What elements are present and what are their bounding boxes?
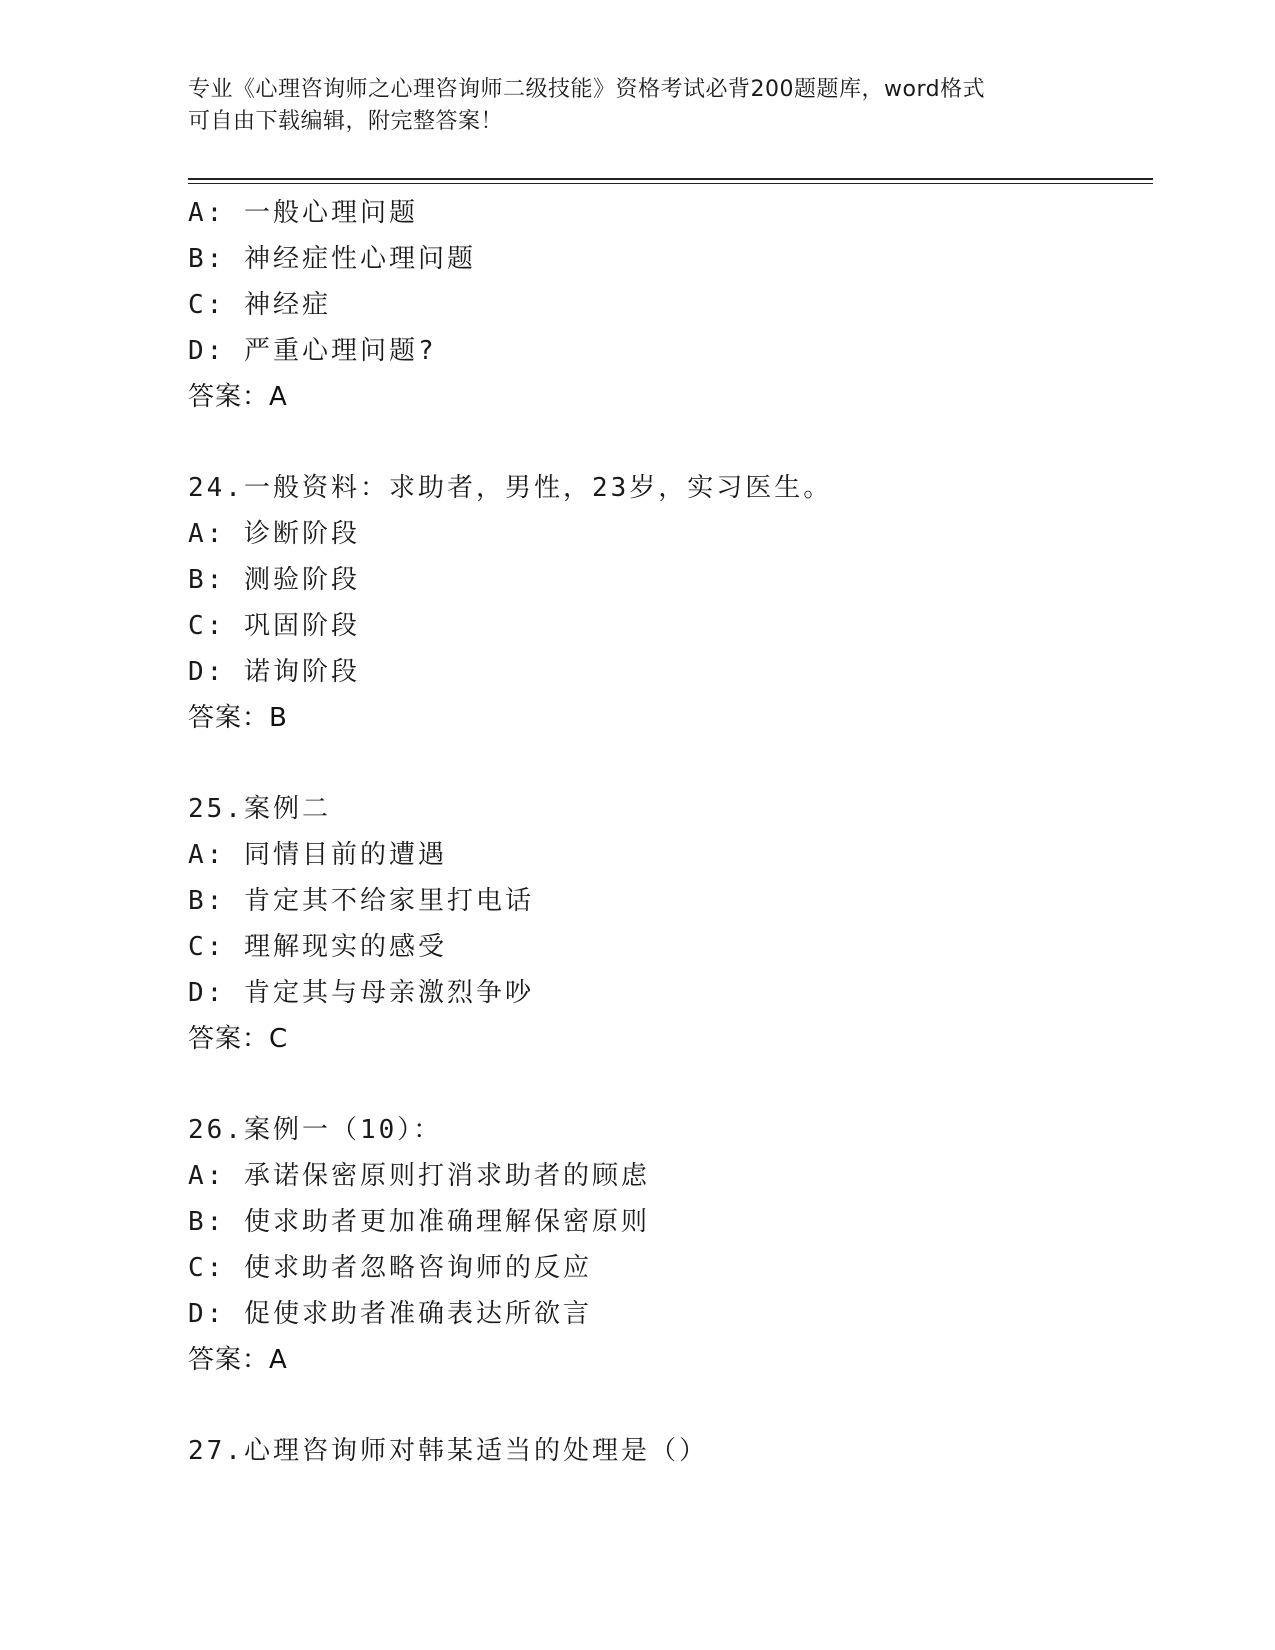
header-divider-thin	[188, 183, 1153, 184]
question-title: 24.一般资料：求助者，男性，23岁，实习医生。	[188, 473, 833, 503]
question-23	[188, 190, 1148, 420]
header-divider-thick	[188, 178, 1153, 180]
question-list	[188, 190, 1148, 1474]
header-line-1: 专业《心理咨询师之心理咨询师二级技能》资格考试必背200题题库，word格式	[188, 77, 986, 102]
option-b: B: 神经症性心理问题	[188, 244, 476, 274]
question-25	[188, 786, 1148, 1062]
header-line-2: 可自由下载编辑，附完整答案！	[188, 109, 504, 134]
question-24	[188, 465, 1148, 741]
option-c: C: 理解现实的感受	[188, 932, 447, 962]
option-d: D: 肯定其与母亲激烈争吵	[188, 978, 534, 1008]
spacer	[188, 741, 1148, 786]
option-d: D: 诺询阶段	[188, 657, 360, 687]
option-d: D: 严重心理问题?	[188, 336, 437, 366]
option-c: C: 使求助者忽略咨询师的反应	[188, 1253, 592, 1283]
answer-line: 答案：A	[188, 1345, 288, 1375]
document-header	[188, 74, 1088, 138]
question-title: 27.心理咨询师对韩某适当的处理是（）	[188, 1436, 708, 1466]
option-a: A: 承诺保密原则打消求助者的顾虑	[188, 1161, 650, 1191]
question-title: 26.案例一（10）：	[188, 1115, 443, 1145]
question-27	[188, 1428, 1148, 1474]
option-c: C: 神经症	[188, 290, 331, 320]
option-a: A: 诊断阶段	[188, 519, 360, 549]
question-26	[188, 1107, 1148, 1383]
option-a: A: 一般心理问题	[188, 198, 418, 228]
option-c: C: 巩固阶段	[188, 611, 360, 641]
option-d: D: 促使求助者准确表达所欲言	[188, 1299, 592, 1329]
option-a: A: 同情目前的遭遇	[188, 840, 447, 870]
answer-line: 答案：B	[188, 703, 288, 733]
option-b: B: 肯定其不给家里打电话	[188, 886, 534, 916]
option-b: B: 使求助者更加准确理解保密原则	[188, 1207, 650, 1237]
question-title: 25.案例二	[188, 794, 331, 824]
spacer	[188, 1383, 1148, 1428]
spacer	[188, 1062, 1148, 1107]
spacer	[188, 420, 1148, 465]
option-b: B: 测验阶段	[188, 565, 360, 595]
answer-line: 答案：C	[188, 1024, 289, 1054]
answer-line: 答案：A	[188, 382, 288, 412]
